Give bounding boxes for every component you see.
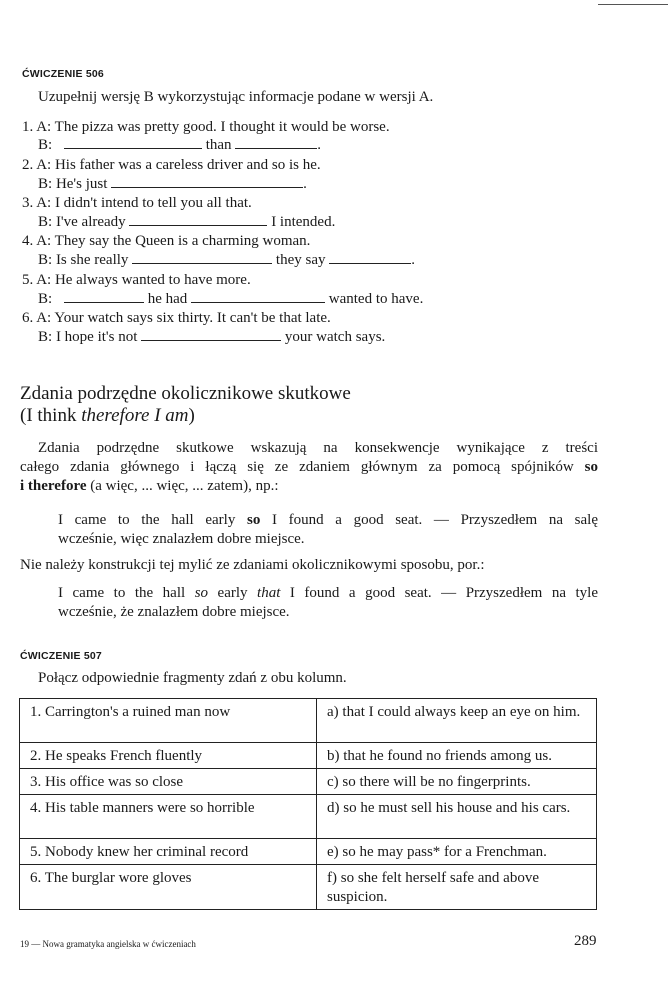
example-2 (58, 584, 598, 622)
sentence-b-end: I intended. (271, 214, 336, 230)
comparison-note: Nie należy konstrukcji tej mylić ze zdaniami okolicznikowymi sposobu, por.: (20, 557, 485, 573)
answer-blank[interactable] (64, 292, 144, 303)
sentence-b-part: I've already (55, 214, 126, 230)
footer-source: 19 — Nowa gramatyka angielska w ćwiczeniach (20, 939, 196, 949)
item-number: 6. (22, 310, 34, 326)
exercise-item-3 (22, 195, 252, 212)
example-1 (58, 511, 598, 549)
exercise-item-5 (22, 272, 251, 289)
answer-blank[interactable] (235, 138, 317, 149)
example-line (58, 584, 598, 603)
paragraph-line (20, 458, 598, 477)
right-cell[interactable]: c) so there will be no fingerprints. (317, 769, 597, 795)
paragraph-line: Zdania podrzędne skutkowe wskazują na konsekwencje wynikające z treści (38, 440, 598, 456)
example-italic: that (257, 585, 281, 601)
sentence-b-end: wanted to have. (328, 291, 424, 307)
item-number: 5. (22, 272, 34, 288)
label-a: A: (36, 195, 52, 211)
item-number: 1. (22, 119, 34, 135)
label-b: B: (38, 291, 53, 307)
exercise-item-2-b (38, 176, 307, 193)
page-number: 289 (574, 933, 597, 949)
right-cell[interactable]: a) that I could always keep an eye on him. (317, 699, 597, 743)
left-cell[interactable]: 5. Nobody knew her criminal record (20, 839, 317, 865)
left-cell[interactable]: 1. Carrington's a ruined man now (20, 699, 317, 743)
exercise-item-6-b (38, 329, 385, 346)
subtitle-text: (I think (20, 405, 82, 426)
paragraph-line (20, 477, 598, 496)
table-row (20, 743, 597, 769)
sentence-b-end: your watch says. (284, 329, 386, 345)
sentence-b-part: than (205, 137, 232, 153)
label-b: B: (38, 329, 53, 345)
sentence-b-end: . (317, 137, 322, 153)
right-cell[interactable]: d) so he must sell his house and his cars. (317, 795, 597, 839)
section-subtitle (20, 405, 195, 427)
exercise-507-instruction: Połącz odpowiednie fragmenty zdań z obu kolumn. (38, 670, 347, 686)
subtitle-text: ) (188, 405, 195, 426)
sentence-a: Your watch says six thirty. It can't be that late. (54, 310, 331, 326)
answer-blank[interactable] (132, 253, 272, 264)
exercise-item-4 (22, 233, 310, 250)
left-cell[interactable]: 6. The burglar wore gloves (20, 865, 317, 910)
label-a: A: (36, 233, 52, 249)
matching-table (19, 698, 597, 910)
exercise-item-6 (22, 310, 331, 327)
sentence-b-end: . (303, 176, 307, 192)
table-row (20, 865, 597, 910)
sentence-a: The pizza was pretty good. I thought it would be worse. (54, 119, 390, 135)
sentence-b-end: . (411, 252, 415, 268)
explanation-paragraph (20, 439, 598, 496)
paragraph-text: (a więc, ... więc, ... zatem), np.: (86, 478, 279, 494)
example-text: I found a good seat. — Przyszedłem na salę (260, 512, 598, 528)
sentence-a: They say the Queen is a charming woman. (54, 233, 311, 249)
label-b: B: (38, 176, 53, 192)
item-number: 2. (22, 157, 34, 173)
right-cell[interactable]: f) so she felt herself safe and above suspicion. (317, 865, 597, 910)
sentence-a: He always wanted to have more. (54, 272, 251, 288)
table-row (20, 699, 597, 743)
exercise-item-3-b (38, 214, 335, 231)
sentence-a: I didn't intend to tell you all that. (54, 195, 252, 211)
paragraph-text: całego zdania głównego i łączą się ze zdaniem głównym za pomocą spójników (20, 459, 585, 475)
exercise-item-1 (22, 119, 390, 136)
exercise-506-instruction: Uzupełnij wersję B wykorzystując informacje podane w wersji A. (38, 89, 434, 105)
label-a: A: (36, 272, 52, 288)
sentence-a: His father was a careless driver and so is he. (54, 157, 321, 173)
label-a: A: (36, 310, 52, 326)
sentence-b-part: He's just (55, 176, 108, 192)
example-bold: so (246, 512, 261, 528)
example-text: I came to the hall (58, 585, 195, 601)
exercise-item-5-b (38, 291, 423, 308)
left-cell[interactable]: 3. His office was so close (20, 769, 317, 795)
table-row (20, 795, 597, 839)
answer-blank[interactable] (111, 177, 303, 188)
subtitle-italic: therefore I am (81, 405, 189, 426)
table-row (20, 839, 597, 865)
label-a: A: (36, 157, 52, 173)
exercise-item-4-b (38, 252, 415, 269)
answer-blank[interactable] (329, 253, 411, 264)
top-rule (598, 4, 668, 5)
label-b: B: (38, 214, 53, 230)
item-number: 4. (22, 233, 34, 249)
exercise-507-heading: ĆWICZENIE 507 (20, 650, 102, 662)
exercise-item-2 (22, 157, 321, 174)
left-cell[interactable]: 2. He speaks French fluently (20, 743, 317, 769)
example-line: wcześnie, że znalazłem dobre miejsce. (58, 604, 290, 620)
left-cell[interactable]: 4. His table manners were so horrible (20, 795, 317, 839)
exercise-506-heading: ĆWICZENIE 506 (22, 68, 104, 80)
label-a: A: (36, 119, 52, 135)
right-cell[interactable]: e) so he may pass* for a Frenchman. (317, 839, 597, 865)
item-number: 3. (22, 195, 34, 211)
answer-blank[interactable] (64, 138, 202, 149)
example-line (58, 511, 598, 530)
example-text: I found a good seat. — Przyszedłem na tyle (280, 585, 599, 601)
label-b: B: (38, 252, 53, 268)
answer-blank[interactable] (141, 330, 281, 341)
paragraph-bold: i therefore (20, 478, 87, 494)
sentence-b-part: they say (275, 252, 326, 268)
paragraph-bold: so (584, 459, 598, 475)
right-cell[interactable]: b) that he found no friends among us. (317, 743, 597, 769)
example-text: I came to the hall early (58, 512, 247, 528)
example-line: wcześnie, więc znalazłem dobre miejsce. (58, 531, 305, 547)
example-italic: so (194, 585, 209, 601)
exercise-item-1-b (38, 137, 321, 154)
table-row (20, 769, 597, 795)
sentence-b-part: I hope it's not (55, 329, 138, 345)
sentence-b-part: Is she really (55, 252, 129, 268)
example-text: early (208, 585, 258, 601)
answer-blank[interactable] (191, 292, 325, 303)
answer-blank[interactable] (129, 215, 267, 226)
label-b: B: (38, 137, 53, 153)
sentence-b-part: he had (147, 291, 188, 307)
section-title: Zdania podrzędne okolicznikowe skutkowe (20, 383, 351, 404)
